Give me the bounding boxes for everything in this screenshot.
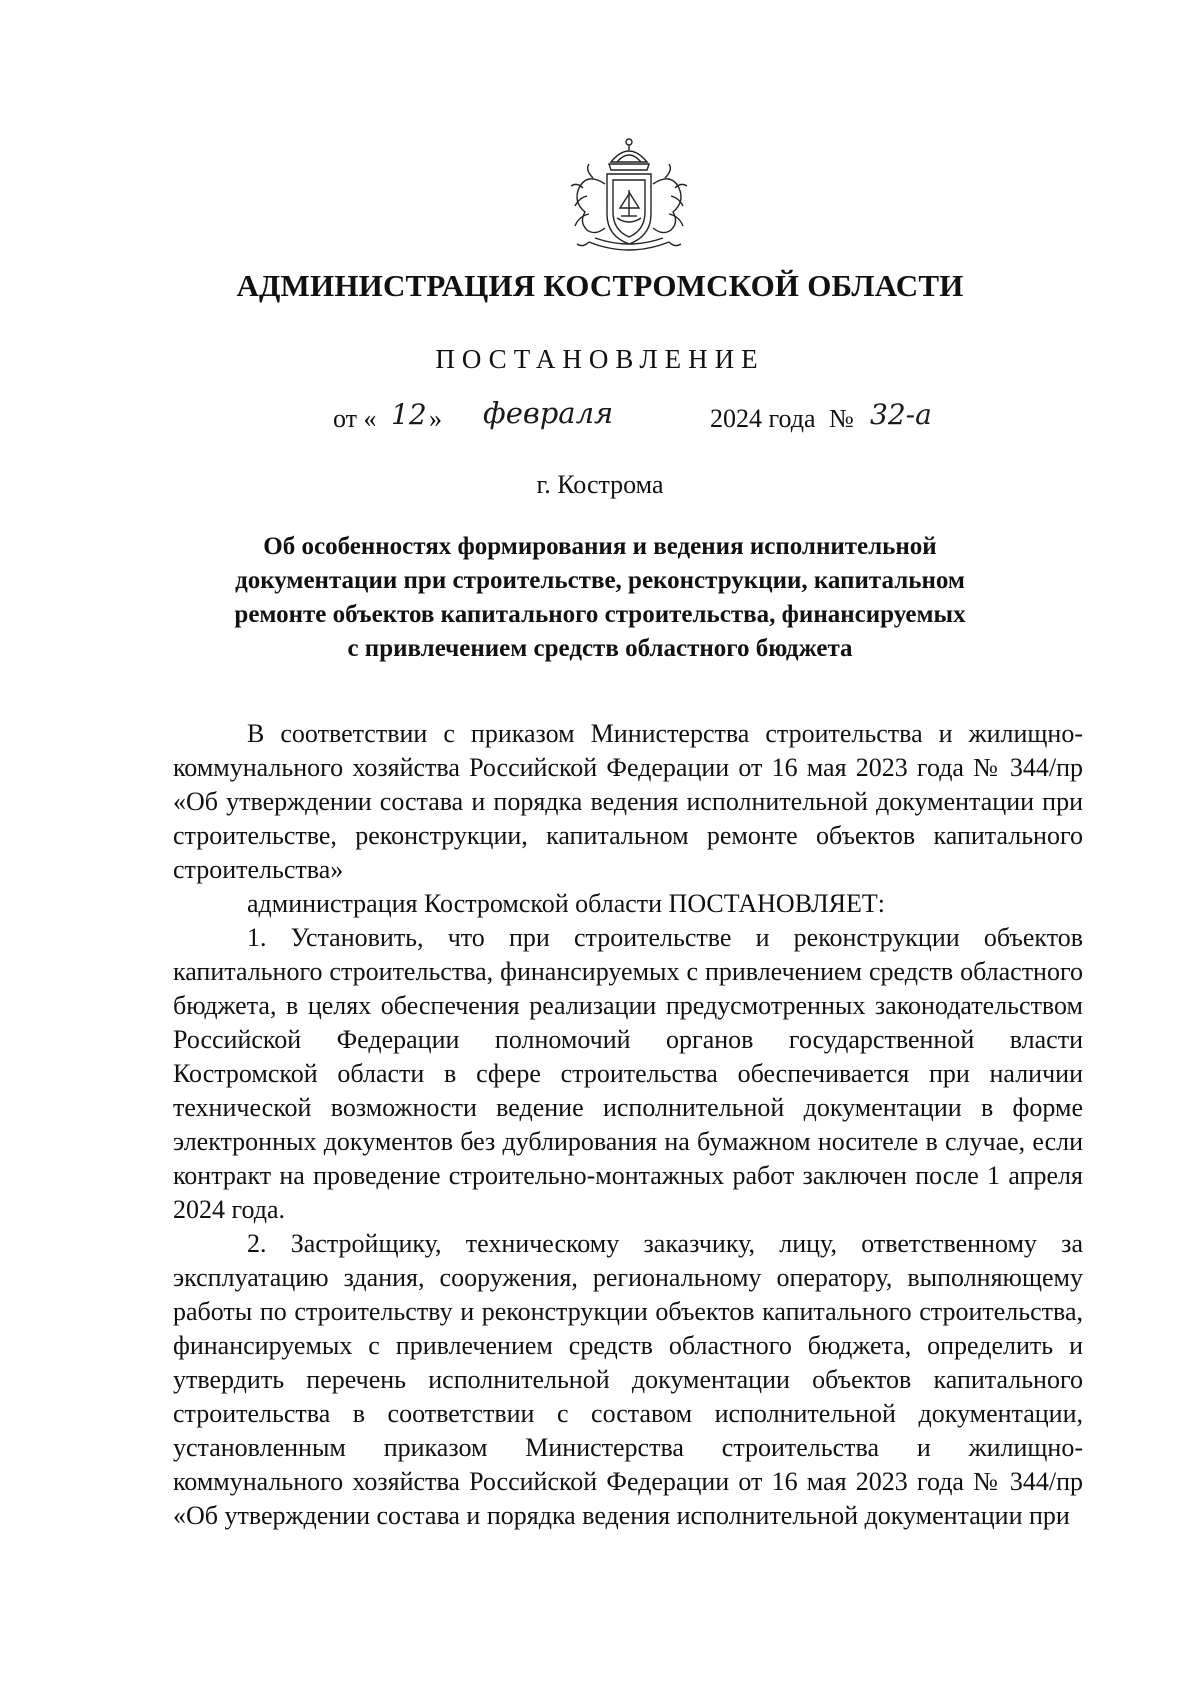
resolves-paragraph: администрация Костромской области ПОСТАНОВЛЯЕТ: xyxy=(247,889,886,918)
date-prefix: от « xyxy=(333,404,377,433)
date-month-handwritten: февраля xyxy=(483,396,614,430)
item-1-paragraph: 1. Установить, что при строительстве и реконструкции объектов капитального строительства, финансируемых с привлечением средств областного бюджета, в целях обеспечения реализации предусмотренных законодательством Российской Федерации полномочий органов государственной власти Костромской области в сфере строительства обеспечивается при наличии технической возможности ведение исполнительной документации в форме электронных документов без дублирования на бумажном носителе в случае, если контракт на проведение строительно-монтажных работ заключен после 1 апреля 2024 года. xyxy=(173,923,1083,1224)
document-body xyxy=(173,717,1083,1533)
date-year: 2024 года xyxy=(710,404,816,433)
city: г. Кострома xyxy=(536,470,664,499)
preamble-paragraph: В соответствии с приказом Министерства строительства и жилищно-коммунального хозяйства Российской Федерации от 16 мая 2023 года № 344/пр «Об утверждении состава и порядка ведения исполнительной документации при строительстве, реконструкции, капитальном ремонте объектов капитального строительства» xyxy=(173,719,1083,884)
title-line: с привлечением средств областного бюджета xyxy=(347,635,853,662)
date-line xyxy=(333,396,1023,444)
number-sign: № xyxy=(829,404,854,433)
title-line: Об особенностях формирования и ведения исполнительной xyxy=(263,533,937,560)
document-title xyxy=(180,530,1020,666)
document-number-handwritten: 32-а xyxy=(870,398,932,431)
date-day-handwritten: 12 xyxy=(391,398,427,431)
date-close-quote: » xyxy=(429,404,442,433)
title-line: документации при строительстве, реконструкции, капитальном xyxy=(235,567,965,594)
title-line: ремонте объектов капитального строительства, финансируемых xyxy=(234,601,966,628)
coat-of-arms-icon xyxy=(549,132,709,262)
document-type: ПОСТАНОВЛЕНИЕ xyxy=(435,344,765,374)
item-2-paragraph: 2. Застройщику, техническому заказчику, лицу, ответственному за эксплуатацию здания, сооружения, региональному оператору, выполняющему работы по строительству и реконструкции объектов капитального строительства, финансируемых с привлечением средств областного бюджета, определить и утвердить перечень исполнительной документации объектов капитального строительства в соответствии с составом исполнительной документации, установленным приказом Министерства строительства и жилищно-коммунального хозяйства Российской Федерации от 16 мая 2023 года № 344/пр «Об утверждении состава и порядка ведения исполнительной документации при xyxy=(173,1229,1083,1530)
organization-name: АДМИНИСТРАЦИЯ КОСТРОМСКОЙ ОБЛАСТИ xyxy=(236,268,964,303)
